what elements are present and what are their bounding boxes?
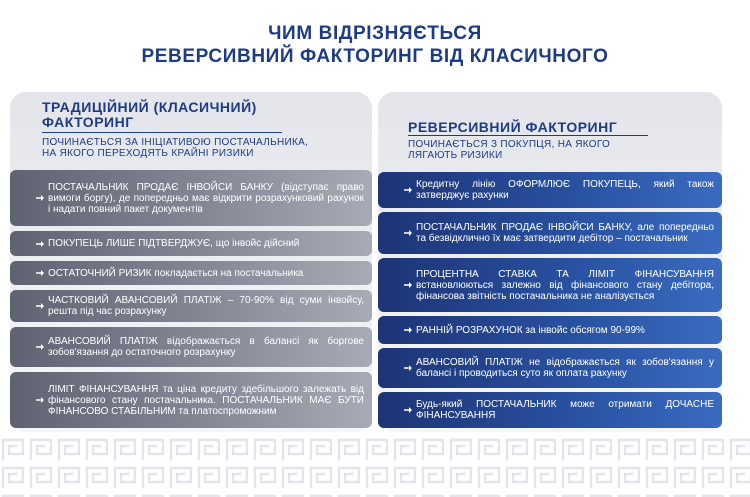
reverse-item	[378, 316, 722, 344]
traditional-heading	[42, 100, 257, 130]
arrow-right-icon	[36, 343, 44, 351]
reverse-item-text: Будь-який ПОСТАЧАЛЬНИК може отримати ДОЧАСНЕ ФІНАНСУВАННЯ	[416, 399, 714, 421]
traditional-item	[10, 290, 372, 322]
traditional-subtitle	[42, 137, 308, 159]
traditional-item-text: ЧАСТКОВИЙ АВАНСОВИЙ ПЛАТІЖ – 70-90% від суми інвойсу, решта під час розрахунку	[48, 295, 364, 317]
traditional-heading-underline	[42, 132, 282, 133]
arrow-right-icon	[404, 281, 412, 289]
traditional-item	[10, 327, 372, 367]
title-line-2: РЕВЕРСИВНИЙ ФАКТОРИНГ ВІД КЛАСИЧНОГО	[141, 46, 609, 67]
page-title	[0, 22, 750, 68]
reverse-item-text: Кредитну лінію ОФОРМЛЮЄ ПОКУПЕЦЬ, який також затверджує рахунки	[416, 179, 714, 201]
reverse-subtitle-line-2: ЛЯГАЮТЬ РИЗИКИ	[408, 150, 503, 161]
reverse-item-text: РАННІЙ РОЗРАХУНОК за інвойс обсягом 90-99%	[416, 324, 645, 336]
traditional-item-text: АВАНСОВИЙ ПЛАТІЖ відображається в балансі як боргове зобов'язання до остаточного розрахунку	[48, 336, 364, 358]
reverse-heading: РЕВЕРСИВНИЙ ФАКТОРИНГ	[408, 119, 618, 135]
traditional-heading-line-1: ТРАДИЦІЙНИЙ (КЛАСИЧНИЙ)	[42, 99, 257, 115]
reverse-item-text: ПРОЦЕНТНА СТАВКА ТА ЛІМІТ ФІНАНСУВАННЯ встановлюються залежно від фінансового стану дебітора, фінансова звітність постачальника не аналізується	[416, 268, 714, 302]
traditional-item-text: ОСТАТОЧНИЙ РИЗИК покладається на постачальника	[48, 267, 304, 279]
reverse-item-text: ПОСТАЧАЛЬНИК ПРОДАЄ ІНВОЙСИ БАНКУ, але попередньо та безвідклично їх має затвердити дебітор – постачальник	[416, 222, 714, 244]
reverse-item	[378, 392, 722, 428]
arrow-right-icon	[404, 186, 412, 194]
traditional-item	[10, 231, 372, 256]
reverse-item	[378, 348, 722, 388]
fret-pattern-decoration	[0, 435, 750, 497]
arrow-right-icon	[404, 229, 412, 237]
traditional-item-text: ПОКУПЕЦЬ ЛИШЕ ПІДТВЕРДЖУЄ, що інвойс дійсний	[48, 238, 300, 249]
traditional-item	[10, 170, 372, 226]
arrow-right-icon	[36, 269, 44, 277]
title-line-1: ЧИМ ВІДРІЗНЯЄТЬСЯ	[268, 23, 482, 44]
arrow-right-icon	[36, 240, 44, 248]
reverse-subtitle	[408, 139, 610, 161]
arrow-right-icon	[404, 364, 412, 372]
arrow-right-icon	[404, 326, 412, 334]
reverse-item-text: АВАНСОВИЙ ПЛАТІЖ не відображається як зобов'язання у балансі і проводиться суто як оплата рахунку	[416, 357, 714, 379]
arrow-right-icon	[36, 302, 44, 310]
arrow-right-icon	[36, 194, 44, 202]
reverse-heading-underline	[408, 135, 648, 136]
reverse-item	[378, 258, 722, 312]
reverse-item	[378, 212, 722, 254]
traditional-item	[10, 261, 372, 285]
traditional-subtitle-line-1: ПОЧИНАЄТЬСЯ ЗА ІНІЦІАТИВОЮ ПОСТАЧАЛЬНИКА,	[42, 137, 309, 148]
traditional-subtitle-line-2: НА ЯКОГО ПЕРЕХОДЯТЬ КРАЙНІ РИЗИКИ	[42, 148, 254, 159]
traditional-item	[10, 372, 372, 428]
arrow-right-icon	[36, 396, 44, 404]
traditional-item-text: ЛІМІТ ФІНАНСУВАННЯ та ціна кредиту здебільшого залежать від фінансового стану постачальника. ПОСТАЧАЛЬНИК МАЄ БУТИ ФІНАНСОВО СТАБІЛЬНИМ та платоспроможним	[48, 383, 364, 417]
reverse-item	[378, 172, 722, 208]
arrow-right-icon	[404, 406, 412, 414]
reverse-subtitle-line-1: ПОЧИНАЄТЬСЯ З ПОКУПЦЯ, НА ЯКОГО	[408, 139, 611, 150]
traditional-heading-line-2: ФАКТОРИНГ	[42, 114, 134, 130]
traditional-item-text: ПОСТАЧАЛЬНИК ПРОДАЄ ІНВОЙСИ БАНКУ (відступає право вимоги боргу), де попередньо має відкрити розрахунковий рахунок і надати повний пакет документів	[48, 181, 364, 215]
